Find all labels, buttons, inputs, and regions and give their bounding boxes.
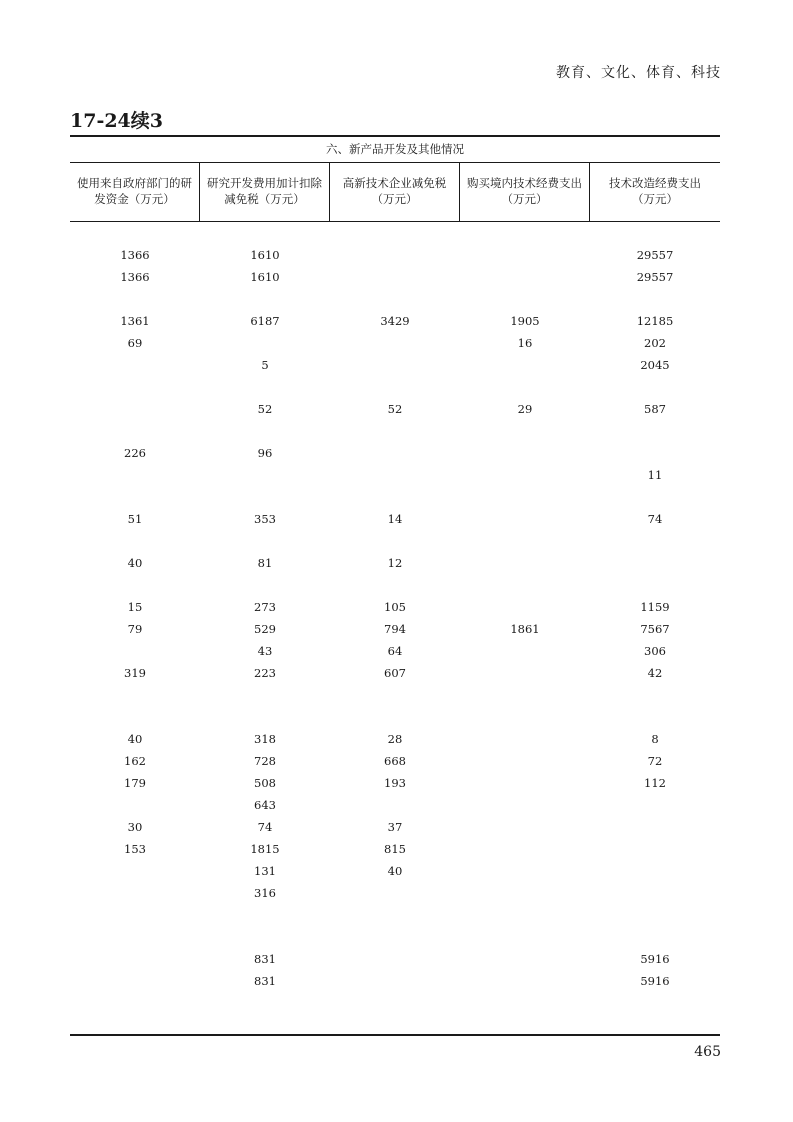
table-cell: 193 [384, 776, 406, 790]
table-cell [460, 662, 590, 684]
table-cell [70, 420, 200, 442]
table-row [70, 948, 720, 970]
top-rule [70, 135, 720, 137]
table-cell: 273 [254, 600, 276, 614]
table-cell: 43 [257, 644, 273, 658]
table-cell [200, 926, 330, 948]
table-cell [590, 442, 720, 464]
table-cell [460, 838, 590, 860]
table-cell: 6187 [250, 314, 280, 328]
table-cell: 131 [254, 864, 276, 878]
table-row [70, 926, 720, 948]
table-cell: 794 [384, 622, 406, 636]
table-cell [70, 860, 200, 882]
table-row [70, 508, 720, 530]
table-row [70, 552, 720, 574]
table-row [70, 750, 720, 772]
table-cell [200, 684, 330, 706]
table-cell [590, 904, 720, 926]
table-cell [460, 816, 590, 838]
table-cell [460, 486, 590, 508]
table-cell [460, 442, 590, 464]
table-cell: 52 [257, 402, 273, 416]
table-cell [590, 486, 720, 508]
table-cell [460, 706, 590, 728]
table-cell: 202 [644, 336, 666, 350]
table-cell [590, 574, 720, 596]
table-row [70, 772, 720, 794]
table-row [70, 838, 720, 860]
table-cell: 815 [384, 842, 406, 856]
table-cell [330, 332, 460, 354]
table-row [70, 354, 720, 376]
table-cell: 12 [387, 556, 403, 570]
table-row [70, 618, 720, 640]
table-row [70, 574, 720, 596]
table-cell [590, 376, 720, 398]
table-cell: 162 [124, 754, 146, 768]
table-cell [590, 684, 720, 706]
table-cell [460, 750, 590, 772]
table-cell [70, 794, 200, 816]
table-cell [330, 420, 460, 442]
table-cell [590, 420, 720, 442]
table-cell: 1610 [250, 248, 280, 262]
table-cell [200, 420, 330, 442]
table-cell: 643 [254, 798, 276, 812]
table-cell: 51 [127, 512, 143, 526]
table-row [70, 530, 720, 552]
table-cell [70, 288, 200, 310]
table-row [70, 816, 720, 838]
table-cell: 226 [124, 446, 146, 460]
table-cell [590, 926, 720, 948]
table-cell: 29 [517, 402, 533, 416]
table-cell [590, 794, 720, 816]
table-cell [70, 882, 200, 904]
table-cell [590, 288, 720, 310]
table-cell: 37 [387, 820, 403, 834]
table-row [70, 266, 720, 288]
table-cell: 16 [517, 336, 533, 350]
table-cell [460, 860, 590, 882]
table-cell [330, 266, 460, 288]
table-cell: 5 [261, 358, 269, 372]
table-cell: 831 [254, 974, 276, 988]
table-cell [200, 376, 330, 398]
table-cell: 319 [124, 666, 146, 680]
table-row [70, 486, 720, 508]
table-cell [460, 926, 590, 948]
table-cell [70, 926, 200, 948]
table-cell [200, 574, 330, 596]
table-cell [330, 288, 460, 310]
table-row [70, 684, 720, 706]
running-head: 教育、文化、体育、科技 [556, 65, 721, 81]
table-cell: 74 [647, 512, 663, 526]
table-cell: 223 [254, 666, 276, 680]
table-cell [460, 376, 590, 398]
table-cell: 79 [127, 622, 143, 636]
table-cell [460, 772, 590, 794]
group-header: 六、新产品开发及其他情况 [326, 142, 464, 156]
table-cell [70, 904, 200, 926]
table-cell: 1159 [640, 600, 670, 614]
table-cell: 153 [124, 842, 146, 856]
table-cell [330, 574, 460, 596]
table-cell [460, 266, 590, 288]
table-cell: 529 [254, 622, 276, 636]
column-header-rd-deduction: 研究开发费用加计扣除 减免税（万元） [200, 163, 330, 221]
table-cell: 69 [127, 336, 143, 350]
table-cell [70, 640, 200, 662]
table-cell [460, 420, 590, 442]
table-cell [200, 706, 330, 728]
table-cell [330, 706, 460, 728]
table-cell [70, 970, 200, 992]
table-cell: 1905 [510, 314, 540, 328]
table-cell [200, 530, 330, 552]
table-row [70, 728, 720, 750]
table-cell [460, 794, 590, 816]
table-cell [590, 838, 720, 860]
table-cell: 1815 [250, 842, 280, 856]
table-cell: 8 [651, 732, 659, 746]
table-cell [70, 948, 200, 970]
table-cell [590, 706, 720, 728]
table-cell [330, 794, 460, 816]
table-cell [460, 948, 590, 970]
column-header-domestic-tech: 购买境内技术经费支出 （万元） [460, 163, 590, 221]
table-cell [330, 354, 460, 376]
table-cell [200, 288, 330, 310]
table-cell: 11 [647, 468, 663, 482]
table-cell [460, 684, 590, 706]
table-cell [590, 860, 720, 882]
table-cell [460, 970, 590, 992]
table-row [70, 970, 720, 992]
table-cell [330, 882, 460, 904]
table-cell: 7567 [640, 622, 670, 636]
table-row [70, 310, 720, 332]
table-cell: 1861 [510, 622, 540, 636]
table-cell: 5916 [640, 952, 670, 966]
table-cell [460, 288, 590, 310]
table-row [70, 640, 720, 662]
table-row [70, 904, 720, 926]
table-cell [330, 486, 460, 508]
table-cell [70, 530, 200, 552]
table-cell [330, 464, 460, 486]
table-row [70, 420, 720, 442]
column-header-hightech-tax: 高新技术企业减免税 （万元） [330, 163, 460, 221]
table-row [70, 332, 720, 354]
table-cell: 72 [647, 754, 663, 768]
table-cell [330, 926, 460, 948]
table-cell [460, 574, 590, 596]
table-cell: 2045 [640, 358, 670, 372]
table-cell: 508 [254, 776, 276, 790]
table-cell: 12185 [636, 314, 674, 328]
table-row [70, 860, 720, 882]
table-cell: 40 [387, 864, 403, 878]
table-cell: 306 [644, 644, 666, 658]
table-cell [200, 486, 330, 508]
table-cell [330, 530, 460, 552]
table-cell: 1366 [120, 270, 150, 284]
column-header-gov-funds: 使用来自政府部门的研 发资金（万元） [70, 163, 200, 221]
table-cell [70, 706, 200, 728]
table-cell: 42 [647, 666, 663, 680]
table-cell: 74 [257, 820, 273, 834]
table-cell: 81 [257, 556, 273, 570]
table-cell [460, 508, 590, 530]
table-cell [200, 904, 330, 926]
table-row [70, 596, 720, 618]
bottom-rule [70, 1034, 720, 1036]
table-cell [330, 442, 460, 464]
table-cell [460, 596, 590, 618]
table-cell [460, 354, 590, 376]
column-header-tech-renovation: 技术改造经费支出 （万元） [609, 176, 701, 206]
table-cell: 1361 [120, 314, 150, 328]
table-cell [330, 904, 460, 926]
table-row [70, 882, 720, 904]
table-row [70, 706, 720, 728]
table-cell [330, 948, 460, 970]
table-cell [460, 244, 590, 266]
table-body [70, 244, 720, 992]
table-cell [460, 882, 590, 904]
table-cell [70, 376, 200, 398]
table-cell [70, 684, 200, 706]
table-cell: 96 [257, 446, 273, 460]
table-cell [590, 530, 720, 552]
table-cell [330, 376, 460, 398]
table-cell: 668 [384, 754, 406, 768]
table-cell: 105 [384, 600, 406, 614]
page-number: 465 [694, 1044, 721, 1060]
table-cell [330, 970, 460, 992]
table-cell: 14 [387, 512, 403, 526]
column-header-rule [70, 221, 720, 222]
table-cell [330, 684, 460, 706]
column-headers [70, 163, 720, 221]
table-row [70, 464, 720, 486]
table-cell [70, 398, 200, 420]
table-row [70, 442, 720, 464]
table-cell: 52 [387, 402, 403, 416]
table-cell [70, 354, 200, 376]
table-cell: 3429 [380, 314, 410, 328]
table-cell [460, 552, 590, 574]
table-cell [460, 728, 590, 750]
table-row [70, 244, 720, 266]
table-cell: 1366 [120, 248, 150, 262]
table-cell: 112 [644, 776, 666, 790]
table-cell: 28 [387, 732, 403, 746]
table-cell: 587 [644, 402, 666, 416]
table-cell: 64 [387, 644, 403, 658]
table-cell: 1610 [250, 270, 280, 284]
table-cell [460, 640, 590, 662]
table-cell: 40 [127, 732, 143, 746]
table-cell [70, 486, 200, 508]
table-cell: 318 [254, 732, 276, 746]
table-cell [590, 552, 720, 574]
table-cell: 30 [127, 820, 143, 834]
table-cell: 15 [127, 600, 143, 614]
table-cell [590, 816, 720, 838]
table-cell: 607 [384, 666, 406, 680]
table-cell: 29557 [636, 248, 674, 262]
table-row [70, 398, 720, 420]
table-cell: 831 [254, 952, 276, 966]
table-cell [460, 530, 590, 552]
table-cell [70, 574, 200, 596]
table-id: 17-24续3 [70, 110, 163, 132]
table-cell: 353 [254, 512, 276, 526]
table-row [70, 794, 720, 816]
table-row [70, 288, 720, 310]
table-row [70, 376, 720, 398]
table-cell [330, 244, 460, 266]
table-row [70, 662, 720, 684]
table-cell [70, 464, 200, 486]
table-cell: 5916 [640, 974, 670, 988]
table-cell [590, 882, 720, 904]
table-cell [200, 332, 330, 354]
table-cell [460, 464, 590, 486]
table-cell [200, 464, 330, 486]
table-cell [460, 904, 590, 926]
table-cell: 728 [254, 754, 276, 768]
table-cell: 316 [254, 886, 276, 900]
table-cell: 40 [127, 556, 143, 570]
table-cell: 179 [124, 776, 146, 790]
table-cell: 29557 [636, 270, 674, 284]
